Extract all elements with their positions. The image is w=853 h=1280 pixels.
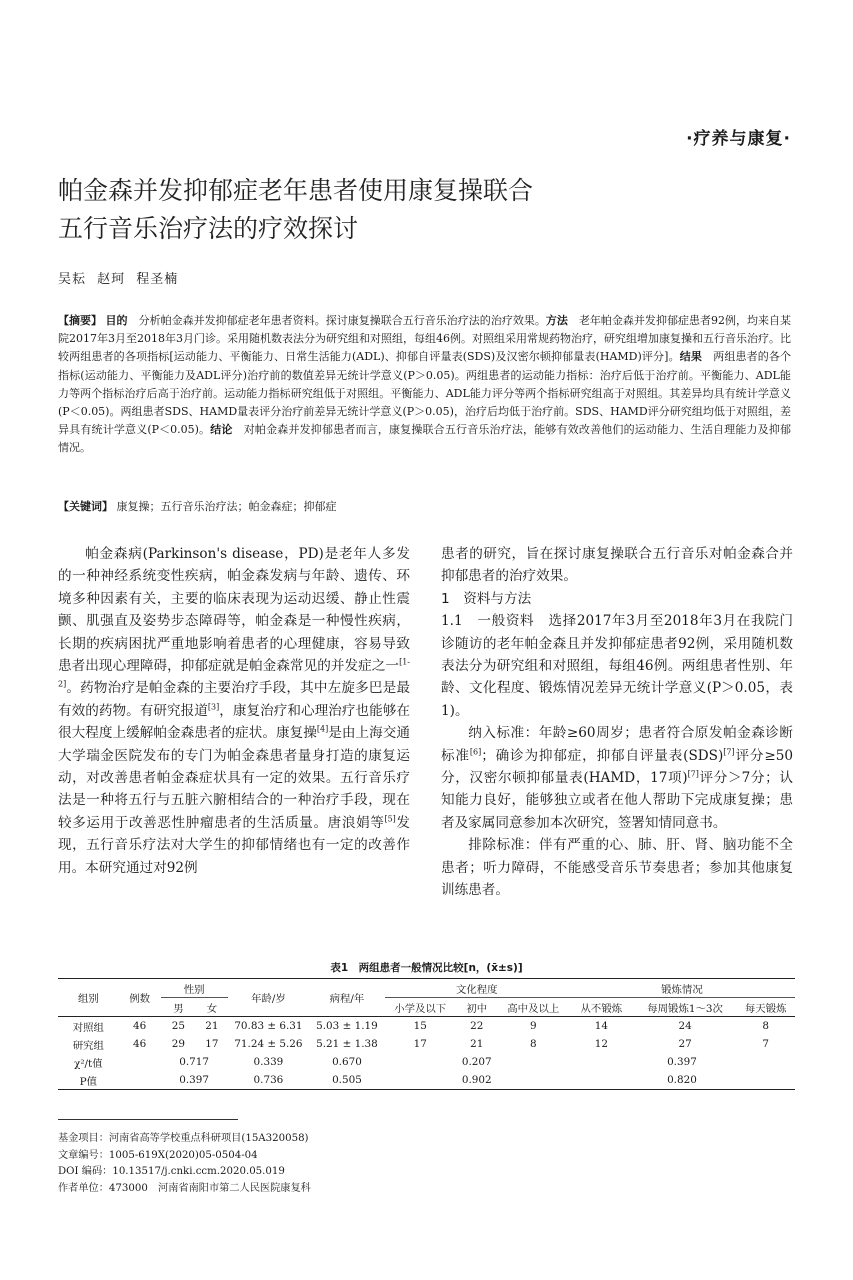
cell-male: 29 bbox=[171, 1038, 185, 1050]
citation-3: [3] bbox=[207, 702, 220, 712]
table-row-p bbox=[58, 1071, 795, 1090]
body-column-left bbox=[58, 543, 410, 879]
general-data-text: 选择2017年3月至2018年3月在我院门诊随访的老年帕金森且并发抑郁症患者92例，采用随机数表法分为研究组和对照组，每组46例。两组患者性别、年龄、文化程度、锻炼情况差异无统计学意义(P＞0.05，表1)。 bbox=[441, 613, 793, 719]
cell-female: 17 bbox=[205, 1038, 219, 1050]
general-data-paragraph bbox=[441, 610, 793, 722]
cell-course: 5.03 ± 1.19 bbox=[316, 1020, 378, 1032]
conclusion-text: 对帕金森并发抑郁患者而言，康复操联合五行音乐治疗法，能够有效改善他们的运动能力、生活自理能力及抑郁情况。 bbox=[58, 423, 792, 455]
cell-edu-junior: 22 bbox=[470, 1020, 484, 1032]
table-row bbox=[58, 1017, 795, 1036]
intro-text-2: 。药物治疗是帕金森的主要治疗手段，其中左旋多巴是最有效的药物。有研究报道 bbox=[58, 680, 410, 719]
citation-7a: [7] bbox=[723, 747, 735, 757]
results-label: 结果 bbox=[679, 350, 703, 364]
cell-stat-education: 0.207 bbox=[461, 1056, 492, 1068]
table-row-stat bbox=[58, 1053, 795, 1071]
cell-p-education: 0.902 bbox=[385, 1071, 569, 1090]
keywords-text: 康复操；五行音乐治疗法；帕金森症；抑郁症 bbox=[116, 500, 337, 513]
header-cases: 例数 bbox=[119, 979, 161, 1017]
table-row bbox=[58, 1035, 795, 1053]
inclusion-text-3: 评分≥50分，汉密尔顿抑郁量表(HAMD，17项) bbox=[441, 747, 794, 787]
title-line-2: 五行音乐治疗法的疗效探讨 bbox=[58, 214, 359, 243]
header-edu-primary: 小学及以下 bbox=[385, 998, 456, 1017]
footnote-divider bbox=[58, 1119, 238, 1120]
abstract bbox=[58, 312, 791, 458]
cell-edu-senior: 9 bbox=[529, 1020, 537, 1032]
header-ex-daily: 每天锻炼 bbox=[736, 998, 795, 1017]
authors: 吴耘 赵珂 程圣楠 bbox=[58, 272, 179, 287]
cell-ex-weekly: 27 bbox=[678, 1038, 692, 1050]
inclusion-text-2: ；确诊为抑郁症，抑郁自评量表(SDS) bbox=[481, 747, 724, 764]
header-male: 男 bbox=[161, 998, 197, 1017]
cell-p-label: P值 bbox=[58, 1071, 119, 1090]
methods-text: 老年帕金森并发抑郁症患者92例，均来自某院2017年3月至2018年3月门诊。采用随机数表法分为研究组和对照组，每组46例。对照组采用常规药物治疗，研究组增加康复操和五行音乐治疗。比较两组患者的各项指标[运动能力、平衡能力、日常生活能力(ADL)、抑郁自评量表(SDS)及汉密尔顿抑郁量表(HAMD)评分]。 bbox=[58, 314, 792, 364]
inclusion-text-4: 评分＞7分；认知能力良好，能够独立或者在他人帮助下完成康复操；患者及家属同意参加本次研究，签署知情同意书。 bbox=[441, 770, 793, 831]
footnote-fund: 基金项目：河南省高等学校重点科研项目(15A320058) bbox=[58, 1133, 309, 1144]
header-exercise: 锻炼情况 bbox=[569, 979, 795, 998]
article-title bbox=[58, 172, 778, 248]
footnote-affiliation: 作者单位：473000 河南省南阳市第二人民医院康复科 bbox=[58, 1182, 311, 1194]
header-edu-junior: 初中 bbox=[456, 998, 498, 1017]
conclusion-label: 结论 bbox=[210, 423, 233, 437]
objective-label: 目的 bbox=[105, 314, 128, 327]
cell-cases: 46 bbox=[133, 1038, 147, 1050]
header-age: 年龄/岁 bbox=[228, 979, 310, 1017]
abstract-label: 【摘要】 bbox=[58, 314, 103, 327]
keywords bbox=[58, 498, 791, 516]
title-line-1: 帕金森并发抑郁症老年患者使用康复操联合 bbox=[58, 176, 534, 205]
baseline-table bbox=[58, 978, 795, 1090]
header-education: 文化程度 bbox=[385, 979, 569, 998]
body-column-right bbox=[441, 543, 793, 902]
exclusion-criteria: 排除标准：伴有严重的心、肺、肝、肾、脑功能不全患者；听力障碍，不能感受音乐节奏患者；参加其他康复训练患者。 bbox=[441, 837, 793, 899]
results-text: 两组患者的各个指标(运动能力、平衡能力及ADL评分)治疗前的数值差异无统计学意义(P＞0.05)。两组患者的运动能力指标：治疗后低于治疗前。平衡能力、ADL能力等两个指标治疗后高于治疗前。运动能力指标研究组低于对照组。平衡能力、ADL能力评分等两个指标研究组高于对照组。其差异均具有统计学意义(P＜0.05)。两组患者SDS、HAMD量表评分治疗前差异无统计学意义(P＞0.05)，治疗后均低于治疗前。SDS、HAMD评分研究组均低于对照组，差异具有统计学意义(P＜0.05)。 bbox=[58, 350, 792, 437]
cell-stat-label: χ²/t值 bbox=[74, 1057, 103, 1070]
cell-p-exercise: 0.820 bbox=[569, 1071, 795, 1090]
intro-text-5: 发现，五行音乐疗法对大学生的抑郁情绪也有一定的改善作用。本研究通过对92例 bbox=[58, 814, 411, 876]
cell-male: 25 bbox=[171, 1020, 185, 1032]
methods-label: 方法 bbox=[545, 314, 568, 327]
cell-p-sex: 0.397 bbox=[161, 1071, 228, 1090]
header-course: 病程/年 bbox=[309, 979, 384, 1017]
cell-ex-never: 12 bbox=[594, 1038, 608, 1050]
cell-age: 70.83 ± 6.31 bbox=[234, 1020, 303, 1032]
cell-course: 5.21 ± 1.38 bbox=[316, 1038, 378, 1050]
cell-age: 71.24 ± 5.26 bbox=[234, 1038, 303, 1050]
citation-4: [4] bbox=[316, 724, 329, 734]
cell-edu-primary: 15 bbox=[413, 1020, 427, 1032]
intro-text-1: 帕金森病(Parkinson's disease，PD)是老年人多发的一种神经系统变性疾病，帕金森发病与年龄、遗传、环境多种因素有关，主要的临床表现为运动迟缓、静止性震颤、肌强直及姿势步态障碍等，帕金森是一种慢性疾病，长期的疾病困扰严重地影响着患者的心理健康，容易导致患者出现心理障碍，抑郁症就是帕金森常见的并发症之一 bbox=[58, 546, 410, 675]
header-female: 女 bbox=[196, 998, 227, 1017]
citation-5: [5] bbox=[384, 814, 396, 824]
cell-group: 对照组 bbox=[72, 1021, 104, 1034]
inclusion-text-1: 纳入标准：年龄≥60周岁；患者符合原发帕金森诊断标准 bbox=[441, 725, 793, 764]
cell-ex-never: 14 bbox=[594, 1020, 608, 1032]
cell-edu-senior: 8 bbox=[529, 1038, 537, 1050]
citation-1-2: [1-2] bbox=[58, 657, 410, 689]
table-caption: 表1 两组患者一般情况比较[n，(x̄±s)] bbox=[330, 962, 523, 974]
header-ex-never: 从不锻炼 bbox=[569, 998, 634, 1017]
keywords-label: 【关键词】 bbox=[58, 500, 113, 513]
cell-ex-daily: 7 bbox=[762, 1038, 769, 1050]
cell-edu-junior: 21 bbox=[470, 1038, 484, 1050]
cell-p-course: 0.505 bbox=[309, 1071, 384, 1090]
footnote-doi: DOI 编码：10.13517/j.cnki.ccm.2020.05.019 bbox=[58, 1166, 285, 1178]
cell-p-age: 0.736 bbox=[228, 1071, 310, 1090]
intro-text-4: 是由上海交通大学瑞金医院发布的专门为帕金森患者量身打造的康复运动，对改善患者帕金森症状具有一定的效果。五行音乐疗法是一种将五行与五脏六腑相结合的一种治疗手段，现在较多运用于改善恶性肿瘤患者的生活质量。唐浪娟等 bbox=[58, 725, 411, 831]
cell-stat-exercise: 0.397 bbox=[667, 1056, 697, 1068]
header-edu-senior: 高中及以上 bbox=[498, 998, 569, 1017]
intro-continuation: 患者的研究，旨在探讨康复操联合五行音乐对帕金森合并抑郁患者的治疗效果。 bbox=[441, 546, 793, 585]
footnote-article-no: 文章编号：1005-619X(2020)05-0504-04 bbox=[58, 1149, 258, 1161]
section-tag: ·疗养与康复· bbox=[686, 129, 791, 149]
header-sex: 性别 bbox=[161, 979, 228, 998]
cell-ex-weekly: 24 bbox=[678, 1020, 692, 1032]
cell-edu-primary: 17 bbox=[413, 1038, 427, 1050]
cell-stat-age: 0.339 bbox=[253, 1056, 284, 1068]
header-group: 组别 bbox=[58, 979, 119, 1017]
inclusion-criteria bbox=[441, 722, 793, 834]
cell-stat-course: 0.670 bbox=[332, 1056, 362, 1068]
cell-ex-daily: 8 bbox=[762, 1020, 769, 1032]
intro-text-3: ，康复治疗和心理治疗也能够在很大程度上缓解帕金森患者的症状。康复操 bbox=[58, 702, 411, 742]
cell-group: 研究组 bbox=[72, 1039, 104, 1052]
cell-stat-sex: 0.717 bbox=[179, 1056, 209, 1068]
section-heading-1: 1 资料与方法 bbox=[441, 590, 532, 607]
header-ex-weekly: 每周锻炼1～3次 bbox=[634, 998, 737, 1017]
objective-text: 分析帕金森并发抑郁症老年患者资料。探讨康复操联合五行音乐治疗法的治疗效果。 bbox=[138, 314, 546, 327]
footnotes bbox=[58, 1131, 311, 1197]
citation-7b: [7] bbox=[687, 769, 699, 779]
citation-6: [6] bbox=[469, 747, 482, 757]
cell-cases: 46 bbox=[133, 1020, 147, 1032]
cell-female: 21 bbox=[205, 1020, 219, 1032]
intro-paragraph bbox=[58, 543, 410, 879]
subsection-heading-1-1: 1.1 一般资料 bbox=[441, 613, 535, 630]
